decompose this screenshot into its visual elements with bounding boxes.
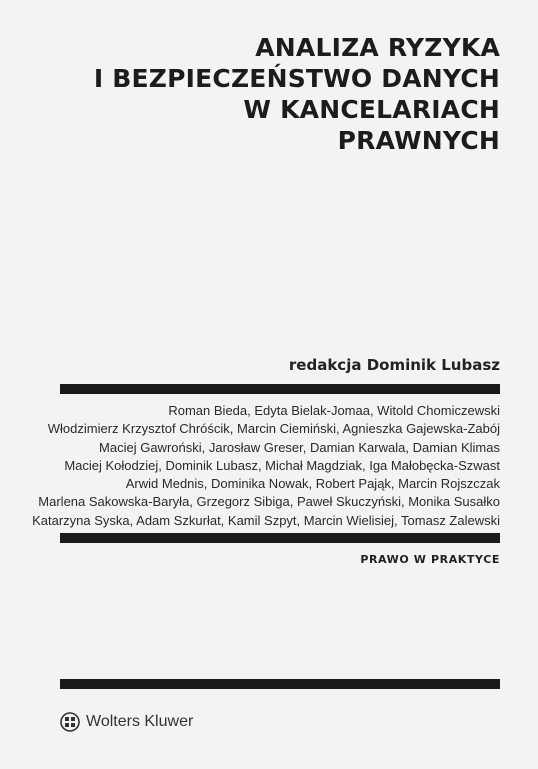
title-line-4: PRAWNYCH	[337, 126, 500, 155]
divider-bar-top	[60, 384, 500, 394]
authors-line: Marlena Sakowska-Baryła, Grzegorz Sibiga, Paweł Skuczyński, Monika Susałko	[38, 494, 500, 510]
authors-line: Maciej Gawroński, Jarosław Greser, Damian Karwala, Damian Klimas	[99, 439, 500, 455]
divider-bar-middle	[60, 533, 500, 543]
wolters-kluwer-logo-icon	[60, 712, 80, 732]
book-title	[94, 32, 500, 156]
publisher-logo	[60, 712, 193, 732]
title-line-3: W KANCELARIACH	[243, 95, 500, 124]
authors-line: Arwid Mednis, Dominika Nowak, Robert Pająk, Marcin Rojszczak	[125, 476, 500, 492]
editor-credit: redakcja Dominik Lubasz	[288, 356, 500, 374]
authors-line: Włodzimierz Krzysztof Chróścik, Marcin Ciemiński, Agnieszka Gajewska-Zabój	[47, 421, 500, 437]
divider-bar-bottom	[60, 679, 500, 689]
title-line-1: ANALIZA RYZYKA	[255, 33, 500, 62]
authors-line: Maciej Kołodziej, Dominik Lubasz, Michał Magdziak, Iga Małobęcka-Szwast	[64, 457, 500, 473]
authors-line: Katarzyna Syska, Adam Szkurłat, Kamil Szpyt, Marcin Wielisiej, Tomasz Zalewski	[32, 512, 500, 528]
authors-line: Roman Bieda, Edyta Bielak-Jomaa, Witold Chomiczewski	[168, 403, 500, 418]
series-name: PRAWO W PRAKTYCE	[360, 553, 500, 566]
title-line-2: I BEZPIECZEŃSTWO DANYCH	[93, 64, 500, 93]
publisher-name: Wolters Kluwer	[86, 713, 194, 730]
authors-list	[32, 402, 500, 530]
